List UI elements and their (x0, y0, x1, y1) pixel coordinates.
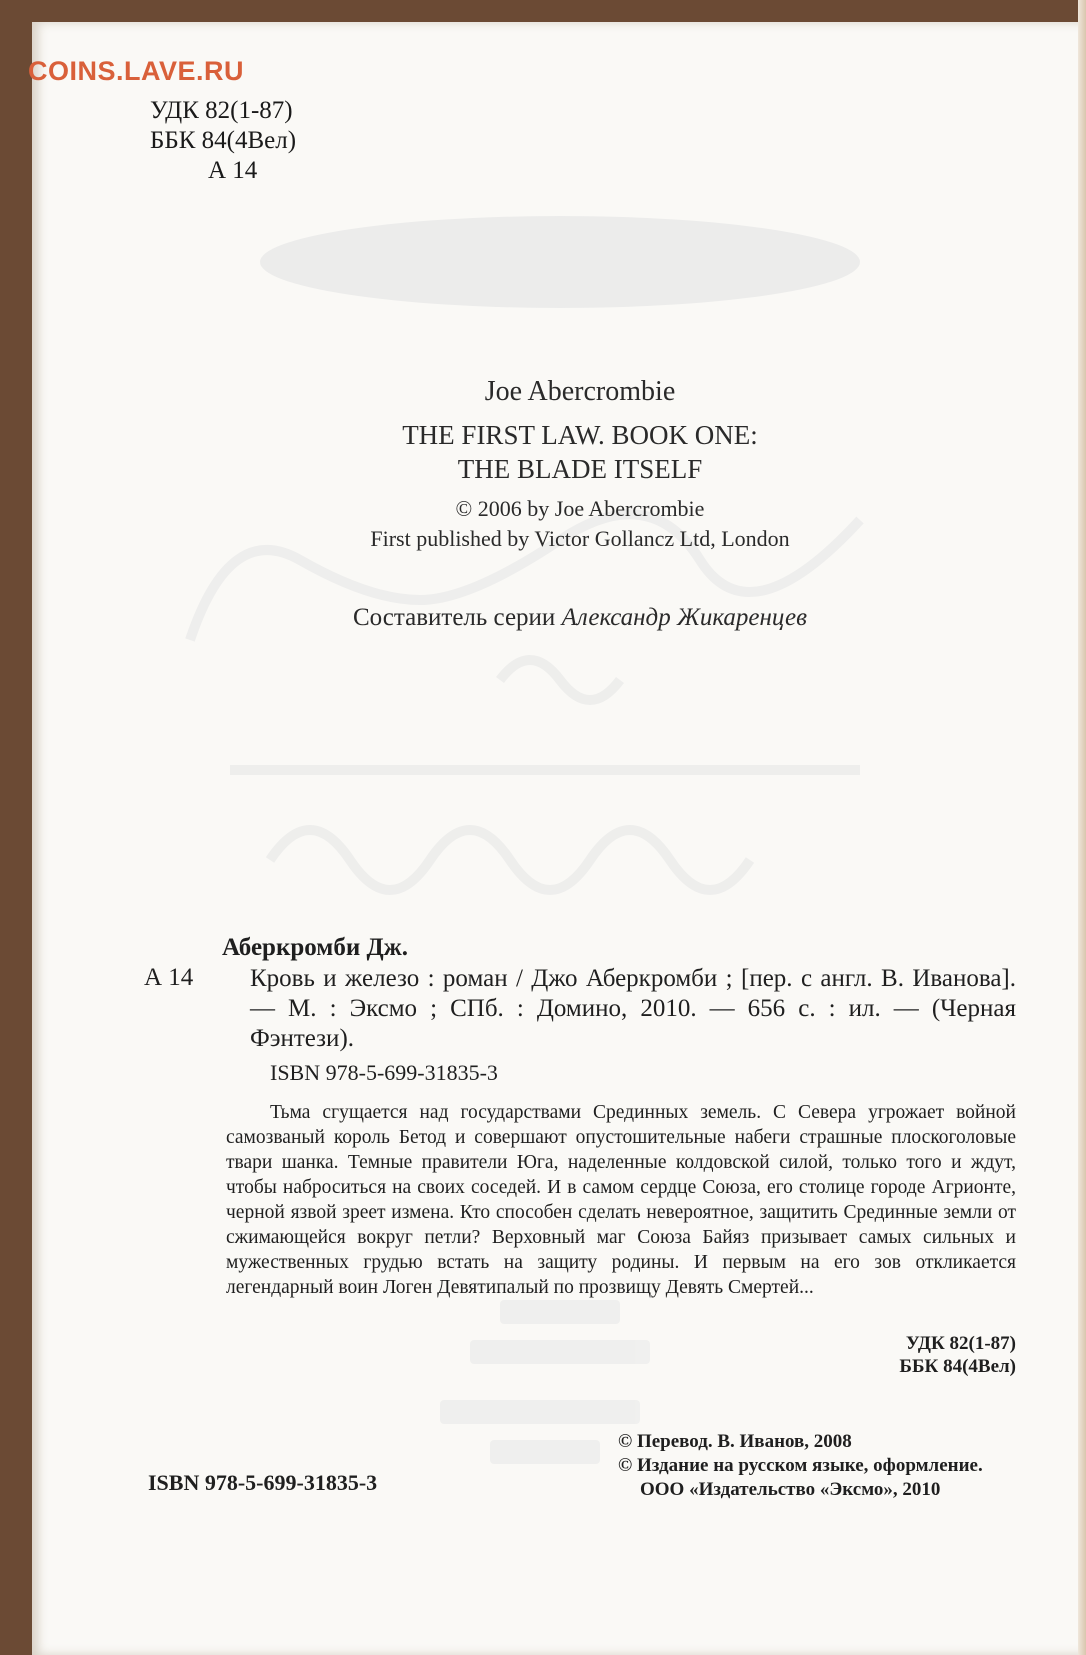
original-author: Joe Abercrombie (484, 376, 676, 407)
author-sign: А 14 (208, 157, 258, 184)
rights-publisher: ООО «Издательство «Эксмо», 2010 (640, 1479, 941, 1500)
catalog-description: Кровь и железо : роман / Джо Аберкромби ; [пер. с англ. В. Иванова]. — М. : Эксмо ; СПб. : Домино, 2010. — 656 с. : ил. — (Черная Фэнтези). (250, 965, 1016, 1052)
bbk-code: ББК 84(4Вел) (150, 127, 297, 154)
series-compiler (0, 604, 1086, 632)
original-title-line1: THE FIRST LAW. BOOK ONE: (402, 420, 758, 450)
catalog-classification (899, 1332, 1016, 1378)
catalog-isbn: ISBN 978-5-699-31835-3 (270, 1060, 498, 1085)
page-edge (1078, 0, 1086, 1655)
book-annotation: Тьма сгущается над государствами Срединных земель. С Севера угрожает войной самозваный король Бетод и совершают опустошительные набеги страшные плоскоголовые твари шанка. Темные правители Юга, наделенные колдовской силой, только того и ждут, чтобы наброситься на своих соседей. И в самом сердце Союза, его столице городе Агрионте, черной язвой зреет измена. Кто способен сделать невероятное, защитить Срединные земли от сжимающейся вокруг петли? Верховный маг Союза Байяз призывает самых сильных и мужественных грудью встать на защиту родины. И первым на его зов откликается легендарный воин Логен Девятипалый по прозвищу Девять Смертей... (226, 1102, 1016, 1298)
series-compiler-name: Александр Жикаренцев (561, 604, 807, 631)
rights-translation: © Перевод. В. Иванов, 2008 (618, 1431, 852, 1452)
original-title-line2: THE BLADE ITSELF (457, 454, 703, 484)
copyright-line: © 2006 by Joe Abercrombie (455, 496, 705, 521)
catalog-udk: УДК 82(1-87) (905, 1333, 1016, 1354)
catalog-bbk: ББК 84(4Вел) (899, 1356, 1016, 1377)
series-compiler-label: Составитель серии (353, 604, 556, 631)
original-copyright (0, 494, 1086, 554)
publisher-line: First published by Victor Gollancz Ltd, London (370, 526, 790, 551)
footer-isbn: ISBN 978-5-699-31835-3 (148, 1470, 378, 1495)
classification-top (150, 96, 296, 186)
site-watermark: COINS.LAVE.RU (28, 56, 245, 86)
udk-code: УДК 82(1-87) (150, 97, 293, 124)
title-verso-page (32, 22, 1086, 1655)
catalog-author: Аберкромби Дж. (222, 934, 409, 961)
rights-edition: © Издание на русском языке, оформление. (618, 1455, 983, 1476)
rights-block (618, 1430, 983, 1502)
catalog-author-sign: А 14 (144, 964, 194, 991)
original-title (0, 418, 1086, 486)
